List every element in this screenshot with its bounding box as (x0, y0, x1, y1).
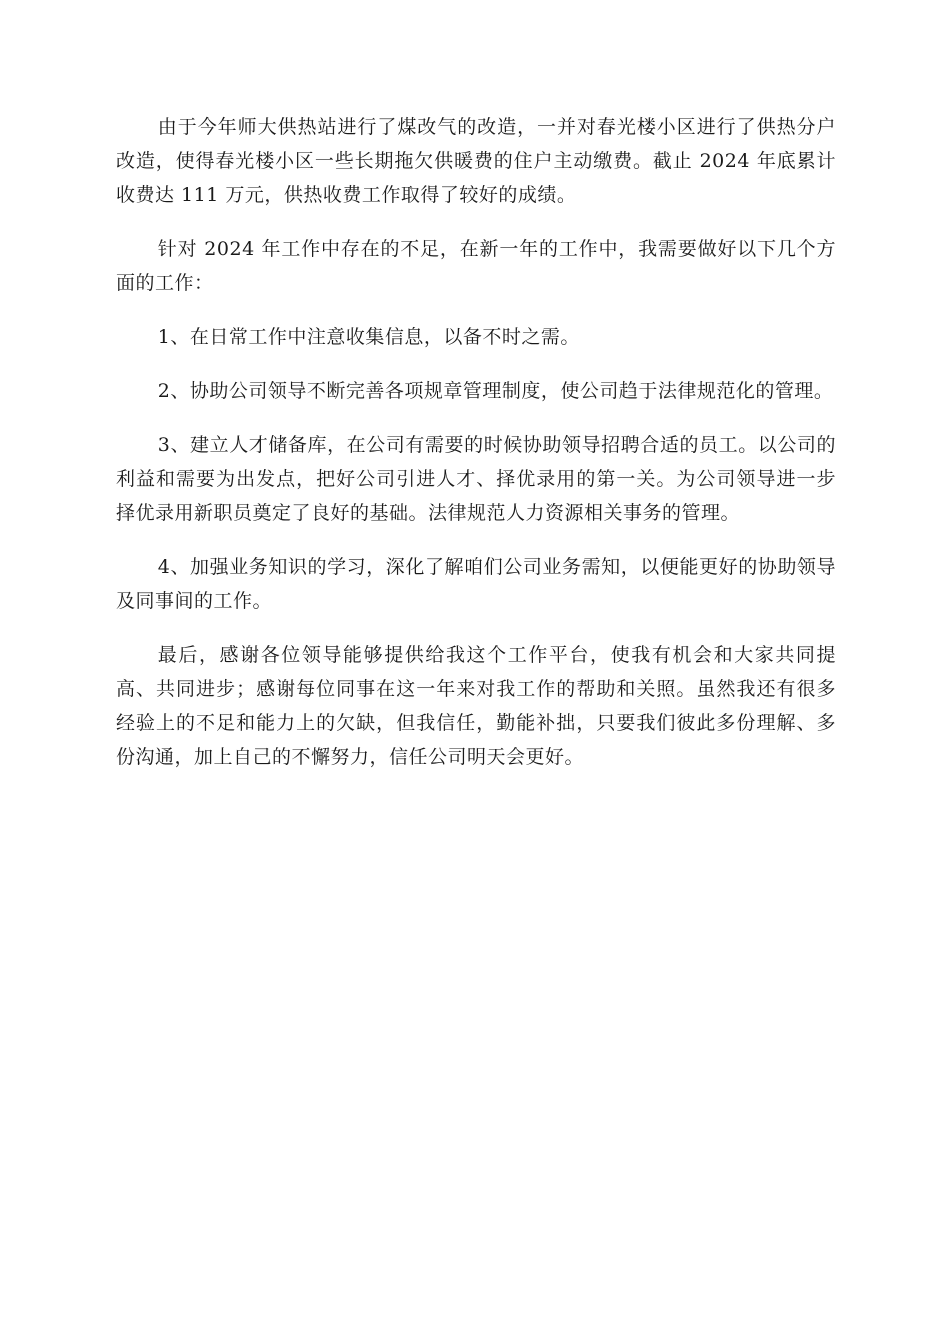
paragraph-item-2: 2、协助公司领导不断完善各项规章管理制度，使公司趋于法律规范化的管理。 (157, 380, 834, 402)
paragraph-item-4: 4、加强业务知识的学习，深化了解咱们公司业务需知，以便能更好的协助领导及同事间的工作。 (116, 556, 836, 612)
document-body (116, 110, 836, 794)
paragraph-next-year-intro: 针对 2024 年工作中存在的不足，在新一年的工作中，我需要做好以下几个方面的工作： (116, 238, 836, 294)
paragraph-heating-fees: 由于今年师大供热站进行了煤改气的改造，一并对春光楼小区进行了供热分户改造，使得春光楼小区一些长期拖欠供暖费的住户主动缴费。截止 2024 年底累计收费达 111 万元，供热收费工作取得了较好的成绩。 (116, 116, 836, 206)
paragraph-item-1: 1、在日常工作中注意收集信息，以备不时之需。 (157, 326, 580, 348)
paragraph-item-3: 3、建立人才储备库，在公司有需要的时候协助领导招聘合适的员工。以公司的利益和需要为出发点，把好公司引进人才、择优录用的第一关。为公司领导进一步择优录用新职员奠定了良好的基础。法律规范人力资源相关事务的管理。 (116, 434, 836, 524)
paragraph-closing: 最后，感谢各位领导能够提供给我这个工作平台，使我有机会和大家共同提高、共同进步；感谢每位同事在这一年来对我工作的帮助和关照。虽然我还有很多经验上的不足和能力上的欠缺，但我信任，勤能补拙，只要我们彼此多份理解、多份沟通，加上自己的不懈努力，信任公司明天会更好。 (116, 644, 836, 768)
